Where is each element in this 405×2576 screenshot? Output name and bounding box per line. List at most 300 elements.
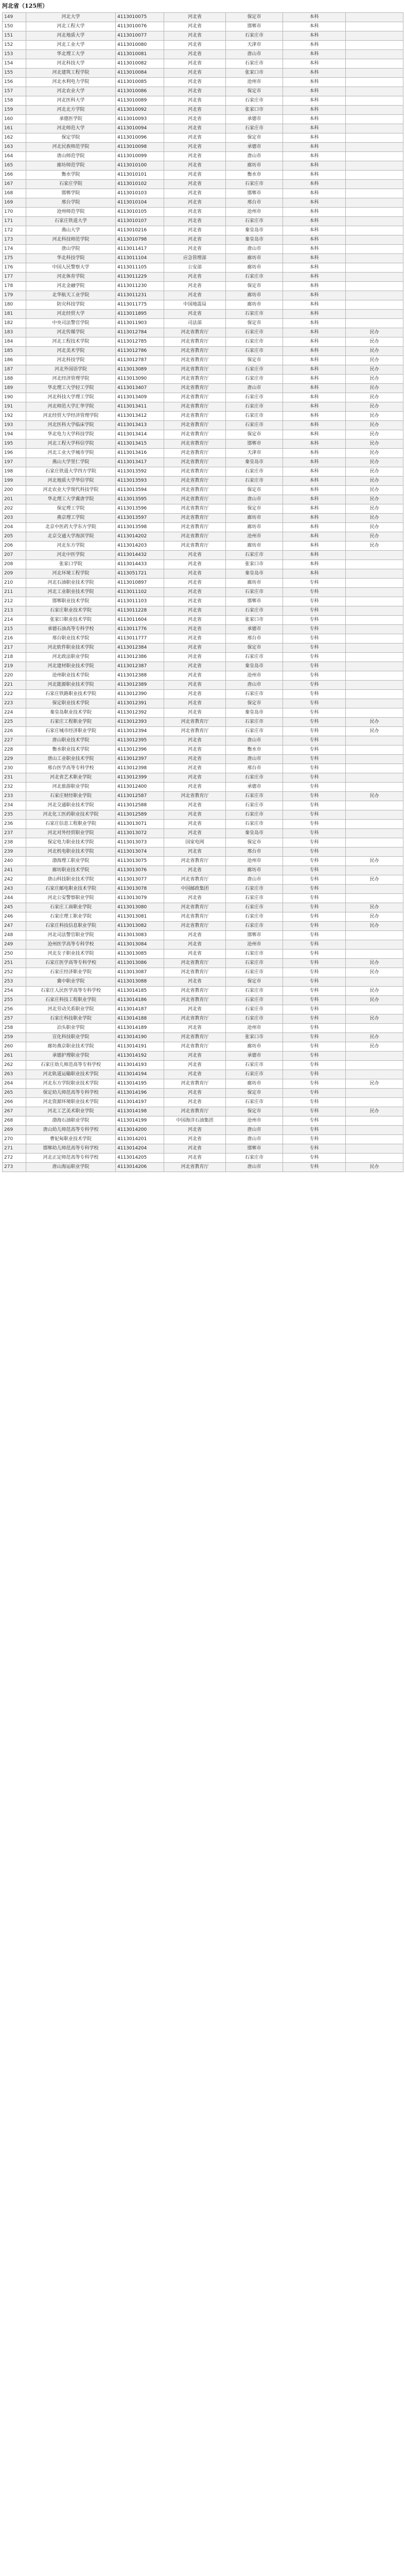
level: 本科 xyxy=(283,31,346,41)
city: 石家庄市 xyxy=(226,217,283,226)
row-seq: 273 xyxy=(3,1163,26,1172)
level: 专科 xyxy=(283,597,346,606)
school-name: 廊坊职业技术学院 xyxy=(26,866,116,875)
school-code: 4113012388 xyxy=(116,671,164,681)
table-row xyxy=(3,375,403,384)
level: 本科 xyxy=(283,254,346,263)
table-row xyxy=(3,115,403,124)
table-row xyxy=(3,477,403,486)
authority: 河北省 xyxy=(164,217,226,226)
city: 石家庄市 xyxy=(226,653,283,662)
row-seq: 172 xyxy=(3,226,26,235)
row-seq: 194 xyxy=(3,430,26,439)
school-name: 唐山职业技术学院 xyxy=(26,736,116,745)
table-row xyxy=(3,671,403,681)
school-code: 4113013071 xyxy=(116,820,164,829)
row-seq: 230 xyxy=(3,764,26,773)
level: 专科 xyxy=(283,579,346,588)
level: 专科 xyxy=(283,820,346,829)
city: 保定市 xyxy=(226,486,283,495)
remark xyxy=(346,606,403,616)
school-name: 河北师范大学汇华学院 xyxy=(26,402,116,412)
level: 专科 xyxy=(283,1005,346,1014)
school-code: 4113013087 xyxy=(116,968,164,977)
row-seq: 164 xyxy=(3,152,26,161)
authority: 河北省教育厅 xyxy=(164,718,226,727)
city: 唐山市 xyxy=(226,152,283,161)
authority: 河北省教育厅 xyxy=(164,328,226,337)
remark xyxy=(346,950,403,959)
school-code: 4113014203 xyxy=(116,541,164,551)
row-seq: 234 xyxy=(3,801,26,810)
row-seq: 239 xyxy=(3,848,26,857)
city: 廊坊市 xyxy=(226,254,283,263)
school-name: 宣化科技职业学院 xyxy=(26,1033,116,1042)
level: 专科 xyxy=(283,792,346,801)
row-seq: 188 xyxy=(3,375,26,384)
authority: 河北省 xyxy=(164,643,226,653)
school-code: 4113014187 xyxy=(116,1005,164,1014)
level: 本科 xyxy=(283,291,346,300)
authority: 河北省 xyxy=(164,50,226,59)
city: 唐山市 xyxy=(226,384,283,393)
city: 石家庄市 xyxy=(226,727,283,736)
remark xyxy=(346,1144,403,1154)
city: 石家庄市 xyxy=(226,467,283,477)
city: 石家庄市 xyxy=(226,773,283,783)
authority: 河北省教育厅 xyxy=(164,727,226,736)
remark xyxy=(346,634,403,643)
remark xyxy=(346,254,403,263)
table-row xyxy=(3,393,403,402)
table-row xyxy=(3,718,403,727)
table-row xyxy=(3,152,403,161)
level: 本科 xyxy=(283,41,346,50)
authority: 河北省教育厅 xyxy=(164,439,226,449)
table-row xyxy=(3,365,403,375)
city: 廊坊市 xyxy=(226,579,283,588)
row-seq: 196 xyxy=(3,449,26,458)
row-seq: 204 xyxy=(3,523,26,532)
remark xyxy=(346,59,403,69)
row-seq: 237 xyxy=(3,829,26,838)
city: 石家庄市 xyxy=(226,996,283,1005)
remark xyxy=(346,699,403,708)
table-row xyxy=(3,217,403,226)
school-code: 4113010098 xyxy=(116,143,164,152)
authority: 河北省 xyxy=(164,690,226,699)
school-code: 4113012387 xyxy=(116,662,164,671)
level: 专科 xyxy=(283,996,346,1005)
city: 唐山市 xyxy=(226,50,283,59)
school-name: 河北美术学院 xyxy=(26,347,116,356)
school-code: 4113013086 xyxy=(116,959,164,968)
school-name: 承德医学院 xyxy=(26,115,116,124)
level: 本科 xyxy=(283,412,346,421)
city: 张家口市 xyxy=(226,106,283,115)
city: 石家庄市 xyxy=(226,606,283,616)
table-row xyxy=(3,634,403,643)
row-seq: 183 xyxy=(3,328,26,337)
level: 专科 xyxy=(283,1116,346,1126)
school-name: 冀中职业学院 xyxy=(26,977,116,987)
level: 本科 xyxy=(283,514,346,523)
table-row xyxy=(3,208,403,217)
row-seq: 226 xyxy=(3,727,26,736)
school-code: 4113013593 xyxy=(116,477,164,486)
remark xyxy=(346,319,403,328)
row-seq: 225 xyxy=(3,718,26,727)
city: 邢台市 xyxy=(226,634,283,643)
authority: 河北省 xyxy=(164,755,226,764)
remark: 民办 xyxy=(346,347,403,356)
school-code: 4113014194 xyxy=(116,1070,164,1079)
level: 专科 xyxy=(283,1154,346,1163)
city: 唐山市 xyxy=(226,875,283,885)
level: 专科 xyxy=(283,1052,346,1061)
school-name: 秦皇岛职业技术学院 xyxy=(26,708,116,718)
city: 石家庄市 xyxy=(226,792,283,801)
row-seq: 272 xyxy=(3,1154,26,1163)
school-name: 唐山工业职业技术学院 xyxy=(26,755,116,764)
table-row xyxy=(3,977,403,987)
city: 邢台市 xyxy=(226,848,283,857)
remark xyxy=(346,940,403,950)
row-seq: 173 xyxy=(3,235,26,245)
table-row xyxy=(3,736,403,745)
city: 邯郸市 xyxy=(226,22,283,31)
school-code: 4113010086 xyxy=(116,87,164,96)
authority: 河北省 xyxy=(164,226,226,235)
authority: 司法部 xyxy=(164,319,226,328)
row-seq: 179 xyxy=(3,291,26,300)
authority: 河北省教育厅 xyxy=(164,458,226,467)
school-code: 4113011229 xyxy=(116,273,164,282)
school-code: 4113010076 xyxy=(116,22,164,31)
authority: 河北省教育厅 xyxy=(164,384,226,393)
city: 石家庄市 xyxy=(226,347,283,356)
row-seq: 193 xyxy=(3,421,26,430)
table-row xyxy=(3,588,403,597)
school-code: 4113013592 xyxy=(116,467,164,477)
remark xyxy=(346,616,403,625)
city: 石家庄市 xyxy=(226,1014,283,1024)
level: 专科 xyxy=(283,1163,346,1172)
row-seq: 244 xyxy=(3,894,26,903)
school-name: 河北省艺术职业学院 xyxy=(26,773,116,783)
city: 承德市 xyxy=(226,143,283,152)
level: 专科 xyxy=(283,912,346,922)
level: 本科 xyxy=(283,384,346,393)
authority: 河北省 xyxy=(164,829,226,838)
city: 石家庄市 xyxy=(226,477,283,486)
authority: 中国地震局 xyxy=(164,300,226,310)
school-code: 4113013598 xyxy=(116,523,164,532)
row-seq: 215 xyxy=(3,625,26,634)
authority: 河北省 xyxy=(164,1052,226,1061)
remark: 民办 xyxy=(346,1042,403,1052)
table-row xyxy=(3,551,403,560)
school-code: 4113014201 xyxy=(116,1135,164,1144)
table-row xyxy=(3,384,403,393)
authority: 河北省教育厅 xyxy=(164,922,226,931)
table-row xyxy=(3,1163,403,1172)
school-name: 河北工程大学科信学院 xyxy=(26,439,116,449)
remark: 民办 xyxy=(346,1107,403,1116)
city: 沧州市 xyxy=(226,532,283,541)
school-code: 4113010102 xyxy=(116,180,164,189)
school-code: 4113013081 xyxy=(116,912,164,922)
school-name: 石家庄铁道大学 xyxy=(26,217,116,226)
table-row xyxy=(3,421,403,430)
authority: 河北省 xyxy=(164,87,226,96)
remark xyxy=(346,560,403,569)
row-seq: 216 xyxy=(3,634,26,643)
school-code: 4113012386 xyxy=(116,653,164,662)
row-seq: 202 xyxy=(3,504,26,514)
authority: 河北省 xyxy=(164,152,226,161)
row-seq: 154 xyxy=(3,59,26,69)
remark xyxy=(346,681,403,690)
school-name: 河北北方学院 xyxy=(26,106,116,115)
remark xyxy=(346,300,403,310)
row-seq: 186 xyxy=(3,356,26,365)
table-row xyxy=(3,59,403,69)
school-name: 河北科技学院 xyxy=(26,356,116,365)
authority: 河北省 xyxy=(164,22,226,31)
table-row xyxy=(3,838,403,848)
level: 专科 xyxy=(283,875,346,885)
remark xyxy=(346,133,403,143)
remark: 民办 xyxy=(346,328,403,337)
table-row xyxy=(3,78,403,87)
table-row xyxy=(3,662,403,671)
city: 廊坊市 xyxy=(226,523,283,532)
authority: 河北省 xyxy=(164,96,226,106)
school-code: 4113011776 xyxy=(116,625,164,634)
authority: 河北省教育厅 xyxy=(164,541,226,551)
school-name: 河北经贸大学 xyxy=(26,310,116,319)
remark: 民办 xyxy=(346,393,403,402)
authority: 河北省教育厅 xyxy=(164,1033,226,1042)
school-name: 河北医科大学临床学院 xyxy=(26,421,116,430)
level: 专科 xyxy=(283,1061,346,1070)
authority: 河北省教育厅 xyxy=(164,968,226,977)
remark xyxy=(346,1135,403,1144)
table-row xyxy=(3,69,403,78)
school-name: 石家庄科技信息职业学院 xyxy=(26,922,116,931)
school-code: 4113010798 xyxy=(116,235,164,245)
row-seq: 171 xyxy=(3,217,26,226)
school-name: 保定理工学院 xyxy=(26,504,116,514)
level: 本科 xyxy=(283,87,346,96)
school-name: 北京交通大学海滨学院 xyxy=(26,532,116,541)
remark xyxy=(346,977,403,987)
school-code: 4113014202 xyxy=(116,532,164,541)
remark xyxy=(346,22,403,31)
table-row xyxy=(3,857,403,866)
authority: 河北省 xyxy=(164,551,226,560)
school-code: 4113010075 xyxy=(116,13,164,22)
city: 石家庄市 xyxy=(226,337,283,347)
remark: 民办 xyxy=(346,486,403,495)
row-seq: 221 xyxy=(3,681,26,690)
remark: 民办 xyxy=(346,467,403,477)
level: 本科 xyxy=(283,106,346,115)
school-code: 4113012400 xyxy=(116,783,164,792)
level: 本科 xyxy=(283,541,346,551)
city: 保定市 xyxy=(226,319,283,328)
school-code: 4113011903 xyxy=(116,319,164,328)
remark xyxy=(346,1061,403,1070)
school-name: 河北建筑工程学院 xyxy=(26,69,116,78)
city: 石家庄市 xyxy=(226,885,283,894)
row-seq: 189 xyxy=(3,384,26,393)
remark: 民办 xyxy=(346,384,403,393)
row-seq: 270 xyxy=(3,1135,26,1144)
table-row xyxy=(3,458,403,467)
school-code: 4113013409 xyxy=(116,393,164,402)
school-name: 河北经贸大学经济管理学院 xyxy=(26,412,116,421)
remark xyxy=(346,801,403,810)
level: 本科 xyxy=(283,282,346,291)
authority: 河北省教育厅 xyxy=(164,365,226,375)
school-name: 河北对外经贸职业学院 xyxy=(26,829,116,838)
level: 专科 xyxy=(283,643,346,653)
level: 专科 xyxy=(283,736,346,745)
remark: 民办 xyxy=(346,430,403,439)
level: 专科 xyxy=(283,959,346,968)
school-name: 邢台职业技术学院 xyxy=(26,634,116,643)
school-name: 河北医科大学 xyxy=(26,96,116,106)
school-name: 燕山大学 xyxy=(26,226,116,235)
table-row xyxy=(3,143,403,152)
row-seq: 233 xyxy=(3,792,26,801)
row-seq: 175 xyxy=(3,254,26,263)
school-name: 石家庄铁道大学四方学院 xyxy=(26,467,116,477)
table-row xyxy=(3,235,403,245)
row-seq: 158 xyxy=(3,96,26,106)
table-row xyxy=(3,467,403,477)
school-name: 衡水职业技术学院 xyxy=(26,745,116,755)
remark xyxy=(346,625,403,634)
authority: 河北省 xyxy=(164,143,226,152)
table-row xyxy=(3,1144,403,1154)
authority: 河北省 xyxy=(164,1135,226,1144)
remark: 民办 xyxy=(346,922,403,931)
row-seq: 267 xyxy=(3,1107,26,1116)
level: 专科 xyxy=(283,950,346,959)
row-seq: 207 xyxy=(3,551,26,560)
table-row xyxy=(3,1154,403,1163)
school-name: 泊头职业学院 xyxy=(26,1024,116,1033)
school-name: 中央司法警官学院 xyxy=(26,319,116,328)
remark: 民办 xyxy=(346,959,403,968)
school-name: 河北东方学院职业技术学院 xyxy=(26,1079,116,1089)
authority: 河北省 xyxy=(164,653,226,662)
remark: 民办 xyxy=(346,439,403,449)
authority: 河北省教育厅 xyxy=(164,504,226,514)
row-seq: 150 xyxy=(3,22,26,31)
level: 本科 xyxy=(283,189,346,198)
row-seq: 191 xyxy=(3,402,26,412)
authority: 河北省 xyxy=(164,31,226,41)
authority: 河北省 xyxy=(164,810,226,820)
row-seq: 159 xyxy=(3,106,26,115)
level: 专科 xyxy=(283,894,346,903)
school-name: 中国人民警察大学 xyxy=(26,263,116,273)
level: 本科 xyxy=(283,50,346,59)
city: 邢台市 xyxy=(226,764,283,773)
school-code: 4113013080 xyxy=(116,903,164,912)
table-row xyxy=(3,940,403,950)
level: 本科 xyxy=(283,551,346,560)
school-name: 石家庄邮电职业技术学院 xyxy=(26,885,116,894)
authority: 河北省教育厅 xyxy=(164,912,226,922)
row-seq: 248 xyxy=(3,931,26,940)
city: 唐山市 xyxy=(226,1163,283,1172)
table-row xyxy=(3,22,403,31)
row-seq: 232 xyxy=(3,783,26,792)
school-name: 河北体育学院 xyxy=(26,273,116,282)
city: 唐山市 xyxy=(226,1126,283,1135)
school-code: 4113012785 xyxy=(116,337,164,347)
level: 本科 xyxy=(283,523,346,532)
level: 本科 xyxy=(283,560,346,569)
city: 唐山市 xyxy=(226,681,283,690)
school-name: 河北工业大学城市学院 xyxy=(26,449,116,458)
row-seq: 208 xyxy=(3,560,26,569)
remark xyxy=(346,848,403,857)
table-row xyxy=(3,560,403,569)
city: 邯郸市 xyxy=(226,1144,283,1154)
table-row xyxy=(3,1089,403,1098)
row-seq: 249 xyxy=(3,940,26,950)
table-row xyxy=(3,226,403,235)
school-name: 河北水利电力学院 xyxy=(26,78,116,87)
school-name: 河北地质大学 xyxy=(26,31,116,41)
school-code: 4113012397 xyxy=(116,755,164,764)
school-name: 唐山幼儿师范高等专科学校 xyxy=(26,1126,116,1135)
school-name: 河北科技师范学院 xyxy=(26,235,116,245)
city: 石家庄市 xyxy=(226,922,283,931)
authority: 中国邮政集团 xyxy=(164,885,226,894)
row-seq: 160 xyxy=(3,115,26,124)
row-seq: 266 xyxy=(3,1098,26,1107)
row-seq: 228 xyxy=(3,745,26,755)
remark xyxy=(346,78,403,87)
table-row xyxy=(3,328,403,337)
level: 专科 xyxy=(283,588,346,597)
level: 专科 xyxy=(283,866,346,875)
level: 本科 xyxy=(283,328,346,337)
row-seq: 251 xyxy=(3,959,26,968)
city: 邯郸市 xyxy=(226,189,283,198)
school-name: 河北公安警察职业学院 xyxy=(26,894,116,903)
authority: 应急管理部 xyxy=(164,254,226,263)
row-seq: 209 xyxy=(3,569,26,579)
city: 石家庄市 xyxy=(226,959,283,968)
remark xyxy=(346,708,403,718)
school-name: 河北劳动关系职业学院 xyxy=(26,1005,116,1014)
row-seq: 167 xyxy=(3,180,26,189)
authority: 河北省 xyxy=(164,59,226,69)
authority: 河北省 xyxy=(164,560,226,569)
remark xyxy=(346,96,403,106)
city: 沧州市 xyxy=(226,671,283,681)
school-code: 4113010081 xyxy=(116,50,164,59)
school-name: 北华航天工业学院 xyxy=(26,291,116,300)
